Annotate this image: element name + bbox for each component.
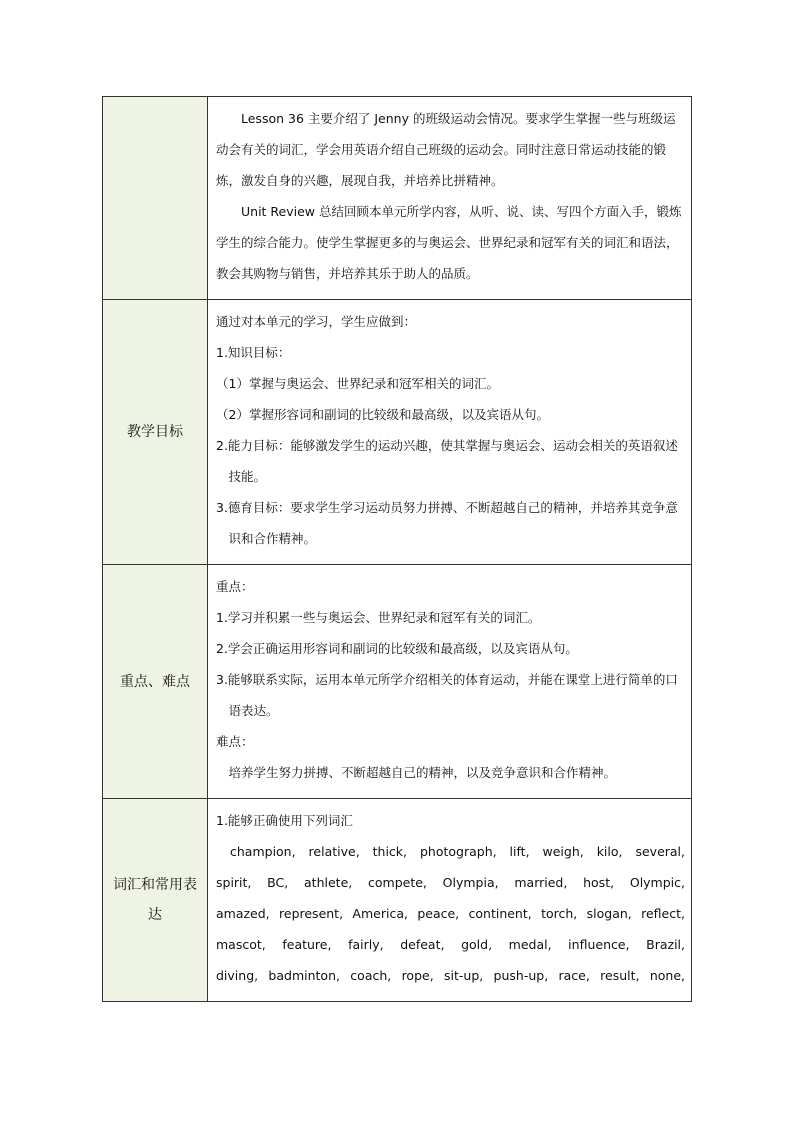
vocab-line: champion, relative, thick, photograph, lift, weigh, kilo, several, (230, 844, 685, 859)
row-label-key-points: 重点、难点 (103, 565, 208, 799)
point-line: 2.学会正确运用形容词和副词的比较级和最高级，以及宾语从句。 (216, 641, 578, 656)
vocab-line: spirit, BC, athlete, compete, Olympia, married, host, Olympic, (216, 875, 685, 890)
key-points-cell (208, 565, 692, 799)
point-line: 3.能够联系实际，运用本单元所学介绍相关的体育运动，并能在课堂上进行简单的口语表达。 (216, 672, 678, 718)
table-row (103, 97, 692, 300)
vocab-line: diving, badminton, coach, rope, sit-up, push-up, race, result, none, (216, 968, 685, 983)
lesson-plan-table (102, 96, 692, 1002)
goal-line: 2.能力目标：能够激发学生的运动兴趣，使其掌握与奥运会、运动会相关的英语叙述技能。 (216, 438, 678, 484)
point-line: 难点： (216, 734, 254, 749)
teaching-goals-cell (208, 300, 692, 565)
row-label-empty (103, 97, 208, 300)
goal-line: 通过对本单元的学习，学生应做到： (216, 314, 417, 329)
goal-line: 3.德育目标：要求学生学习运动员努力拼搏、不断超越自己的精神，并培养其竞争意识和合作精神。 (216, 500, 678, 546)
point-line: 1.学习并积累一些与奥运会、世界纪录和冠军有关的词汇。 (216, 610, 541, 625)
table-row (103, 799, 692, 1002)
paragraph: Unit Review 总结回顾本单元所学内容，从听、说、读、写四个方面入手，锻炼学生的综合能力。使学生掌握更多的与奥运会、世界纪录和冠军有关的词汇和语法，教会其购物与销售，并培养其乐于助人的品质。 (216, 204, 682, 281)
vocabulary-cell (208, 799, 692, 1002)
row-label-teaching-goals: 教学目标 (103, 300, 208, 565)
vocab-line: mascot, feature, fairly, defeat, gold, medal, influence, Brazil, (216, 937, 685, 952)
goal-line: （2）掌握形容词和副词的比较级和最高级，以及宾语从句。 (216, 407, 549, 422)
vocab-heading: 1.能够正确使用下列词汇 (216, 813, 353, 828)
table-row (103, 565, 692, 799)
goal-line: 1.知识目标： (216, 345, 291, 360)
intro-cell (208, 97, 692, 300)
goal-line: （1）掌握与奥运会、世界纪录和冠军相关的词汇。 (216, 376, 499, 391)
table-row (103, 300, 692, 565)
point-line: 重点： (216, 579, 254, 594)
row-label-vocabulary: 词汇和常用表达 (103, 799, 208, 1002)
paragraph: Lesson 36 主要介绍了 Jenny 的班级运动会情况。要求学生掌握一些与班级运动会有关的词汇，学会用英语介绍自己班级的运动会。同时注意日常运动技能的锻炼，激发自身的兴趣，展现自我，并培养比拼精神。 (216, 111, 676, 188)
point-line: 培养学生努力拼搏、不断超越自己的精神，以及竞争意识和合作精神。 (228, 765, 617, 780)
vocab-line: amazed, represent, America, peace, continent, torch, slogan, reflect, (216, 906, 685, 921)
